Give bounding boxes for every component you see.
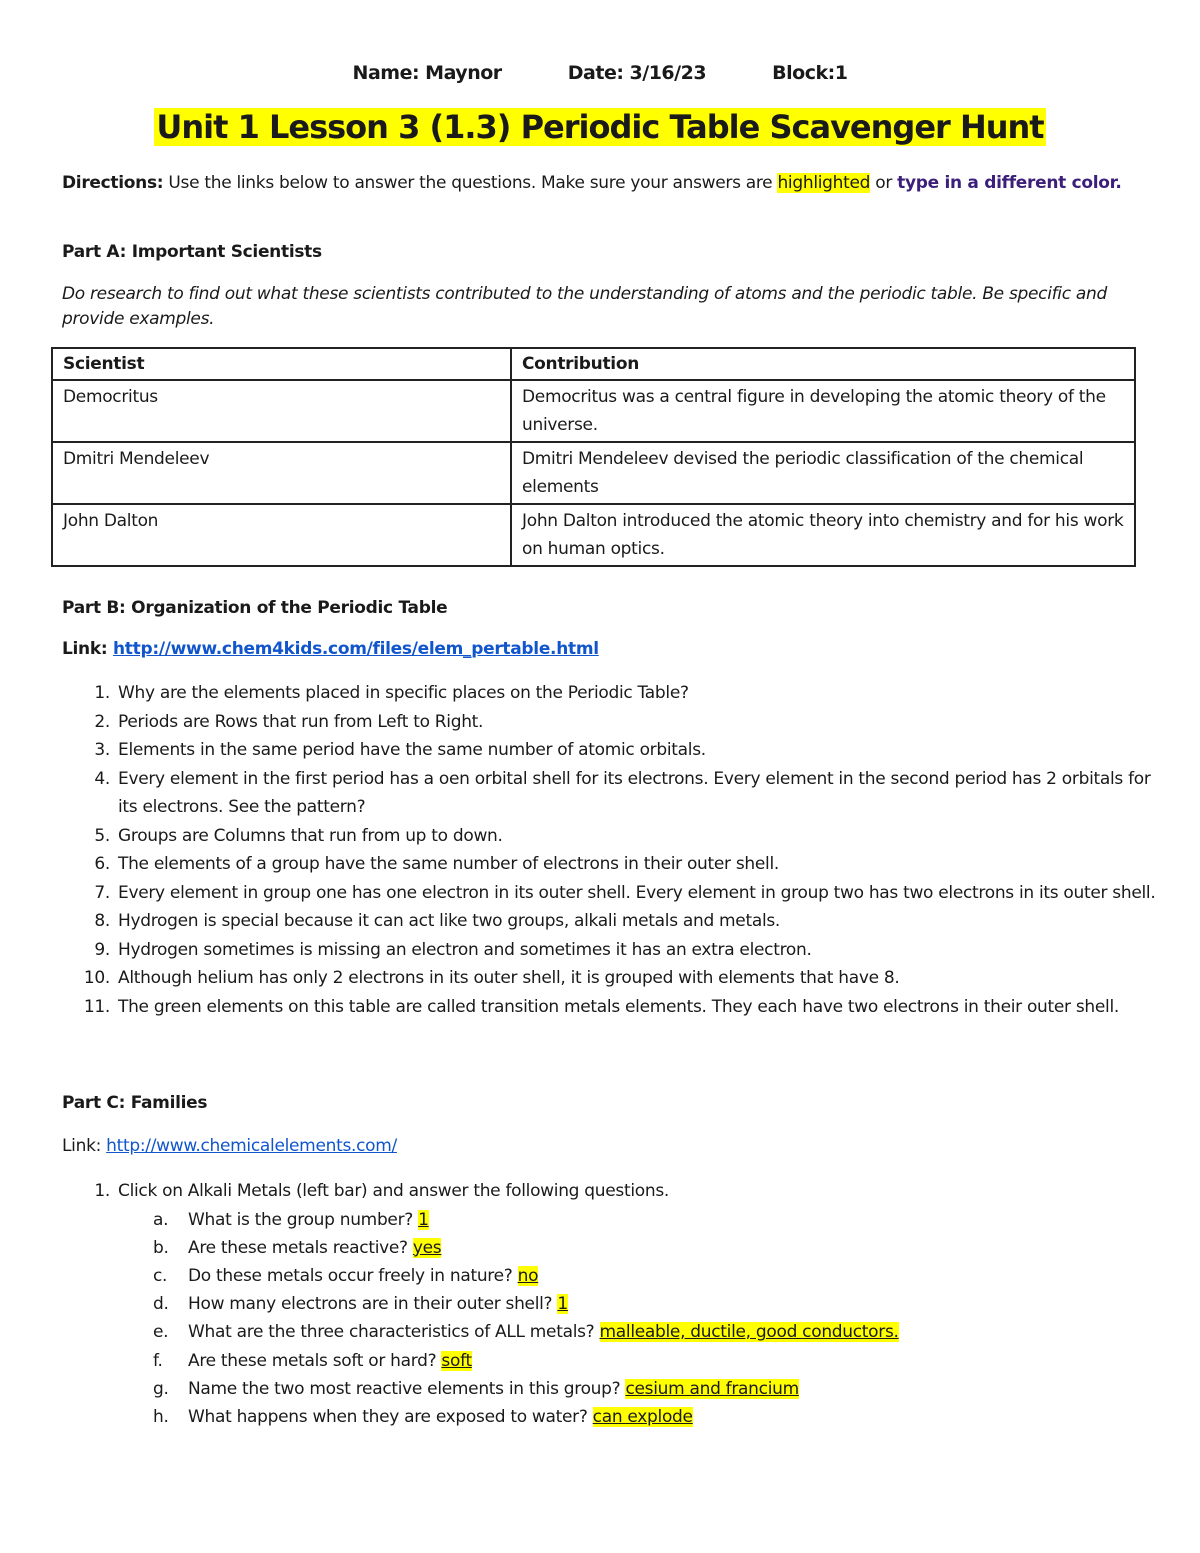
table-header-row	[52, 348, 1135, 380]
answer: soft	[441, 1350, 472, 1371]
sub-question: e. What are the three characteristics of ALL metals? malleable, ductile, good conductors.	[153, 1322, 899, 1343]
date-field: Date: 3/16/23	[567, 62, 707, 84]
part-b-heading: Part B: Organization of the Periodic Table	[62, 598, 448, 618]
type-different-color: type in a different color.	[897, 173, 1122, 193]
header-info	[0, 62, 1200, 84]
contribution-cell: Dmitri Mendeleev devised the periodic classification of the chemical elements	[511, 442, 1135, 504]
sub-question-list	[48, 1206, 1158, 1432]
part-b-link-line	[62, 637, 1142, 662]
table-row	[52, 442, 1135, 504]
list-item: 7. Every element in group one has one electron in its outer shell. Every element in group two has two electrons in its outer shell.	[94, 882, 1156, 903]
list-item: 8. Hydrogen is special because it can act like two groups, alkali metals and metals.	[94, 911, 781, 931]
answer: 1	[418, 1209, 429, 1230]
list-item: 2. Periods are Rows that run from Left to Right.	[94, 711, 484, 732]
sub-question: a. What is the group number? 1	[153, 1209, 429, 1230]
answer: malleable, ductile, good conductors.	[599, 1322, 899, 1343]
page-title: Unit 1 Lesson 3 (1.3) Periodic Table Scavenger Hunt	[156, 108, 1044, 146]
link-label: Link:	[62, 639, 113, 659]
part-a-heading: Part A: Important Scientists	[62, 242, 322, 262]
directions-or: or	[870, 173, 898, 193]
directions-text: Use the links below to answer the questions. Make sure your answers are	[163, 173, 778, 193]
question-list	[48, 1177, 1158, 1206]
sub-question: h. What happens when they are exposed to water? can explode	[153, 1406, 693, 1427]
directions	[62, 171, 1142, 196]
scientist-table	[51, 347, 1136, 567]
part-c-questions	[48, 1177, 1158, 1431]
part-a-instructions: Do research to find out what these scientists contributed to the understanding of atoms and the periodic table. Be specific and provide examples.	[62, 284, 1107, 329]
question-list	[48, 679, 1158, 1021]
column-header-contribution: Contribution	[511, 348, 1135, 380]
list-item: 1. Click on Alkali Metals (left bar) and answer the following questions.	[94, 1181, 669, 1201]
table-row	[52, 380, 1135, 442]
list-item: 4. Every element in the first period has a oen orbital shell for its electrons. Every element in the second period has 2 orbitals for its electrons. See the pattern?	[94, 768, 1151, 817]
contribution-cell: Democritus was a central figure in developing the atomic theory of the universe.	[511, 380, 1135, 442]
answer: no	[517, 1265, 539, 1286]
answer: yes	[412, 1237, 442, 1258]
link-label: Link:	[62, 1136, 107, 1156]
scientist-cell: Dmitri Mendeleev	[52, 442, 511, 504]
answer: can explode	[592, 1406, 693, 1427]
part-c-heading: Part C: Families	[62, 1093, 208, 1113]
answer: 1	[557, 1294, 568, 1315]
list-item: 3. Elements in the same period have the same number of atomic orbitals.	[94, 740, 706, 760]
block-field: Block:1	[772, 62, 848, 84]
student-name: Name: Maynor	[352, 62, 502, 84]
sub-question: d. How many electrons are in their outer shell? 1	[153, 1294, 568, 1315]
chemicalelements-link[interactable]: http://www.chemicalelements.com/	[106, 1136, 397, 1156]
chem4kids-link[interactable]: http://www.chem4kids.com/files/elem_pertable.html	[113, 639, 599, 659]
highlighted-word: highlighted	[777, 173, 871, 193]
list-item: 9. Hydrogen sometimes is missing an electron and sometimes it has an extra electron.	[94, 939, 812, 960]
column-header-scientist: Scientist	[52, 348, 511, 380]
list-item: 5. Groups are Columns that run from up to down.	[94, 825, 503, 846]
sub-question: f. Are these metals soft or hard? soft	[153, 1350, 472, 1371]
list-item: 6. The elements of a group have the same number of electrons in their outer shell.	[94, 854, 779, 874]
directions-label: Directions:	[62, 173, 164, 193]
list-item: 1. Why are the elements placed in specific places on the Periodic Table?	[94, 683, 689, 703]
sub-question: g. Name the two most reactive elements in this group? cesium and francium	[153, 1378, 799, 1399]
table-row	[52, 504, 1135, 566]
part-c-link-line	[62, 1134, 1142, 1159]
scientist-cell: John Dalton	[52, 504, 511, 566]
list-item: 11. The green elements on this table are called transition metals elements. They each have two electrons in their outer shell.	[83, 996, 1119, 1017]
part-b-questions	[48, 679, 1158, 1021]
scientist-cell: Democritus	[52, 380, 511, 442]
list-item: 10. Although helium has only 2 electrons in its outer shell, it is grouped with elements that have 8.	[83, 968, 900, 988]
sub-question: b. Are these metals reactive? yes	[153, 1237, 442, 1258]
answer: cesium and francium	[625, 1378, 799, 1399]
contribution-cell: John Dalton introduced the atomic theory into chemistry and for his work on human optics.	[511, 504, 1135, 566]
sub-question: c. Do these metals occur freely in nature? no	[153, 1265, 539, 1286]
